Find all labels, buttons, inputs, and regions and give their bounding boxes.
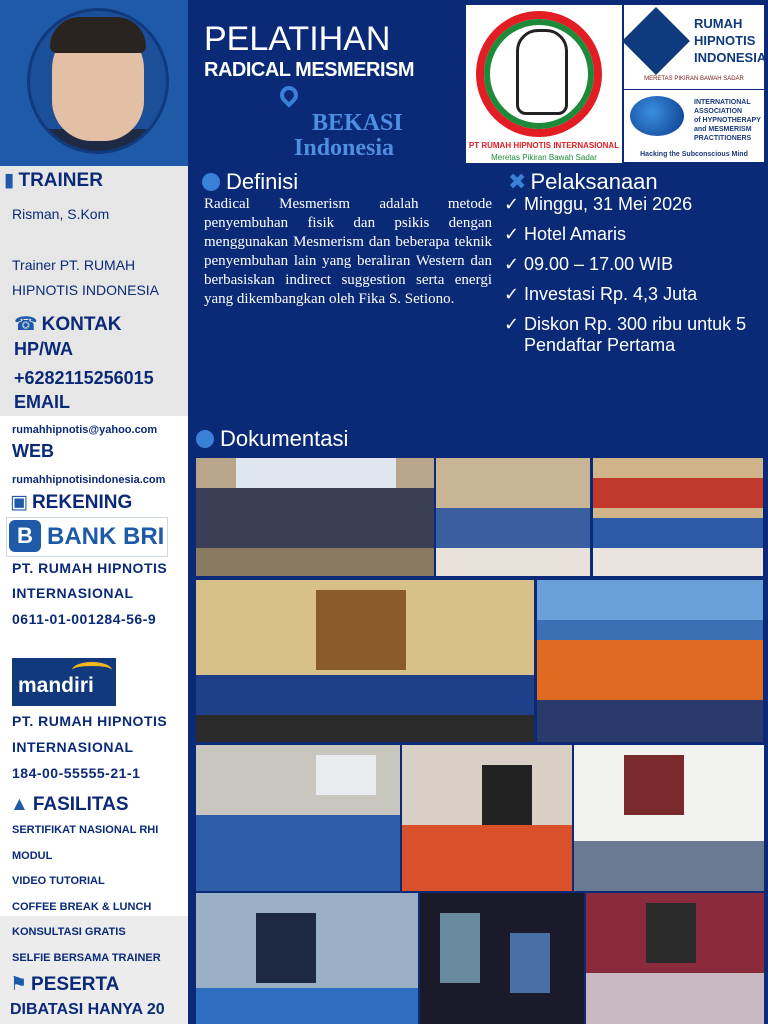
rhi-international-logo: PT RUMAH HIPNOTIS INTERNASIONAL Meretas Pikiran Bawah Sadar: [466, 5, 622, 163]
iahm-logo: INTERNATIONAL ASSOCIATION of HYPNOTHERAPY and MESMERISM PRACTITIONERS Hacking the Subconscious Mind: [624, 90, 764, 162]
location-city: BEKASI: [312, 110, 403, 136]
documentation-photo-6: [196, 745, 400, 891]
hp-label: HP/WA: [14, 339, 74, 359]
fasilitas-item: COFFEE BREAK & LUNCH: [12, 901, 152, 913]
bank-bri-logo: B BANK BRI: [6, 517, 168, 557]
fasilitas-item: SELFIE BERSAMA TRAINER: [12, 952, 161, 964]
documentation-photo-1: [196, 458, 434, 576]
email-value[interactable]: rumahhipnotis@yahoo.com: [12, 424, 158, 436]
documentation-photo-7: [402, 745, 572, 891]
pelaksanaan-list: [504, 194, 764, 365]
documentation-photo-2: [436, 458, 590, 576]
bri-holder-line2: INTERNASIONAL: [12, 585, 134, 601]
diamond-icon: [622, 7, 690, 75]
dokumentasi-heading: Dokumentasi: [196, 426, 348, 452]
bri-holder-line1: PT. RUMAH HIPNOTIS: [12, 560, 168, 576]
trainer-icon: ▮: [4, 170, 15, 191]
globe-icon: [630, 96, 684, 136]
documentation-photo-3: [593, 458, 763, 576]
fasilitas-item: SERTIFIKAT NASIONAL RHI: [12, 824, 159, 836]
phone-icon: ☎: [14, 314, 38, 335]
trainer-photo: [27, 8, 169, 154]
rhi-indonesia-logo: RUMAH HIPNOTIS INDONESIA MERETAS PIKIRAN BAWAH SADAR: [624, 5, 764, 89]
hp-value: +6282115256015: [14, 368, 154, 388]
page-title: PELATIHAN: [204, 20, 391, 58]
fasilitas-item: MODUL: [12, 850, 53, 862]
bri-mark-icon: B: [9, 520, 41, 552]
trainer-name: Risman, S.Kom: [12, 206, 110, 222]
check-icon: ✓: [504, 284, 520, 304]
mandiri-holder-line1: PT. RUMAH HIPNOTIS: [12, 713, 168, 729]
pelaksanaan-item: ✓ Hotel Amaris: [504, 224, 627, 244]
mandiri-holder-line2: INTERNASIONAL: [12, 739, 134, 755]
trainer-heading: ▮ TRAINER: [4, 170, 103, 191]
mandiri-account: 184-00-55555-21-1: [12, 765, 141, 781]
documentation-photo-4: [196, 580, 534, 742]
check-icon: ✓: [504, 224, 520, 244]
kontak-heading: ☎ KONTAK: [14, 314, 122, 335]
gear-icon: [196, 430, 214, 448]
fasilitas-item: KONSULTASI GRATIS: [12, 926, 126, 938]
tools-icon: ✖: [508, 169, 527, 194]
trainer-role-line1: Trainer PT. RUMAH: [12, 257, 136, 273]
gear-icon: [202, 173, 220, 191]
page-subtitle: RADICAL MESMERISM: [204, 59, 415, 81]
briefcase-icon: ▣: [10, 492, 28, 513]
documentation-photo-10: [420, 893, 584, 1024]
pelaksanaan-item: ✓ Minggu, 31 Mei 2026: [504, 194, 693, 214]
pelaksanaan-item: ✓ Diskon Rp. 300 ribu untuk 5 Pendaftar Pertama: [504, 314, 747, 355]
location-pin-icon: [276, 82, 301, 107]
check-icon: ✓: [504, 254, 520, 274]
flag-icon: ⚑: [10, 974, 28, 995]
bri-account: 0611-01-001284-56-9: [12, 611, 157, 627]
email-label: EMAIL: [14, 392, 70, 412]
location-country: Indonesia: [294, 135, 395, 161]
pelaksanaan-item: ✓ Investasi Rp. 4,3 Juta: [504, 284, 698, 304]
documentation-photo-5: [537, 580, 763, 742]
definisi-heading: Definisi: [202, 169, 298, 195]
definisi-text: Radical Mesmerism adalah metode penyembuhan fisik dan psikis dengan menggunakan Mesmerism dan beberapa teknik penyembuhan lain yang beraliran Western dan berbasiskan indirect suggestion serta energi yang dikembangkan oleh Fika S. Setiono.: [204, 196, 492, 307]
web-value[interactable]: rumahhipnotisindonesia.com: [12, 474, 166, 486]
peserta-heading: ⚑ PESERTA: [10, 974, 120, 995]
ganesha-icon: [516, 29, 568, 115]
graduation-cap-icon: ▲: [10, 794, 29, 815]
web-label: WEB: [12, 441, 54, 461]
pelaksanaan-item: ✓ 09.00 – 17.00 WIB: [504, 254, 674, 274]
fasilitas-heading: ▲ FASILITAS: [10, 794, 129, 815]
documentation-photo-8: [574, 745, 764, 891]
fasilitas-item: VIDEO TUTORIAL: [12, 875, 105, 887]
check-icon: ✓: [504, 194, 520, 214]
bank-mandiri-logo: mandiri: [12, 658, 116, 706]
check-icon: ✓: [504, 314, 520, 334]
rekening-heading: ▣ REKENING: [10, 492, 133, 513]
pelaksanaan-heading: ✖ Pelaksanaan: [508, 169, 658, 194]
trainer-role-line2: HIPNOTIS INDONESIA: [12, 282, 160, 298]
peserta-value: DIBATASI HANYA 20: [10, 1001, 165, 1018]
documentation-photo-11: [586, 893, 764, 1024]
documentation-photo-9: [196, 893, 418, 1024]
